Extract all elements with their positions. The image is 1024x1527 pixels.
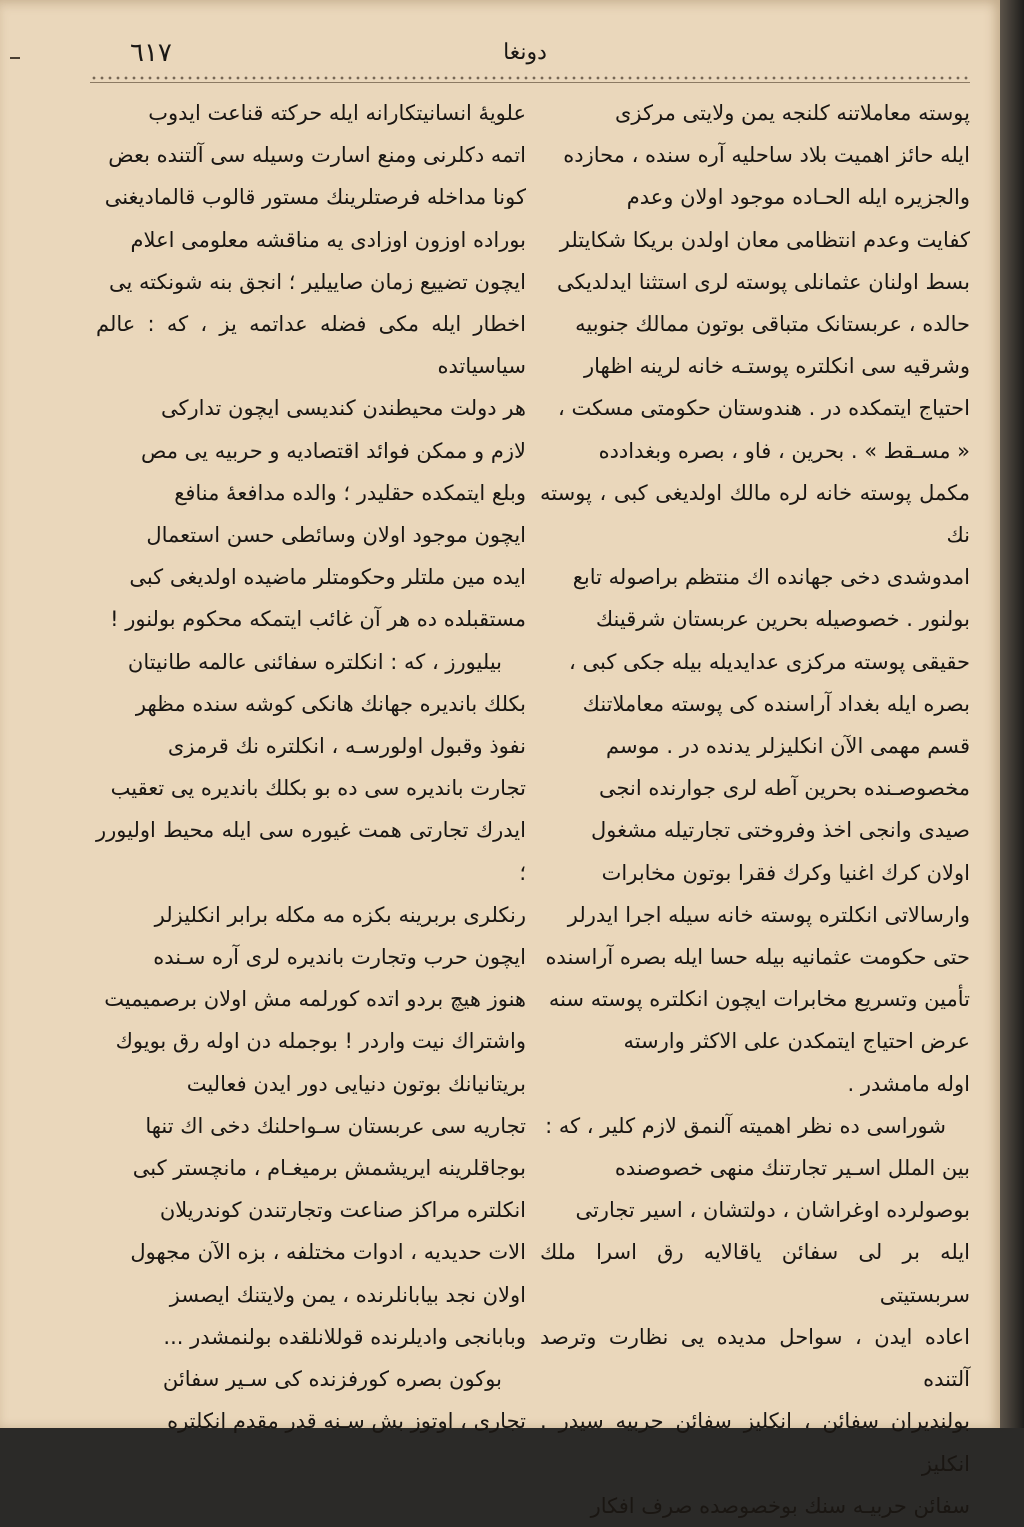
- text-line: علویهٔ انسانیتکارانه ایله حرکته قناعت ایدوب: [148, 101, 526, 125]
- text-line: واشتراك نیت واردر ! بوجمله دن اوله رق بویوك: [115, 1029, 526, 1054]
- left-text-column: [96, 92, 526, 1443]
- text-line: سفائن حربیـه سنك بوخصوصده صرف افکار: [590, 1493, 970, 1518]
- text-line: حتی حکومت عثمانیه بیله حسا ایله بصره آراسنده: [545, 945, 970, 970]
- text-line: ایله حائز اهمیت بلاد ساحلیه آره سنده ، محازده: [563, 143, 970, 168]
- text-line: وارسالاتی انکلتره پوسته خانه سیله اجرا ایدرلر: [567, 902, 970, 927]
- text-line: « مسـقط » . بحرین ، فاو ، بصره وبغدادده: [598, 438, 970, 463]
- text-line: بوجاقلرینه ایریشمش برمیغـام ، مانچستر کبی: [132, 1156, 526, 1181]
- text-line: بریتانیانك بوتون دنیایی دور ایدن فعالیت: [186, 1071, 526, 1096]
- text-line: ایده مین ملتلر وحکومتلر ماضیده اولدیغی کبی: [129, 565, 526, 590]
- text-line: بسط اولنان عثمانلی پوسته لری استثنا ایدلدیکی: [556, 269, 970, 294]
- text-line: اولان کرك اغنیا وکرك فقرا بوتون مخابرات: [601, 860, 970, 885]
- text-line: کونا مداخله فرصتلرینك مستور قالوب قالمادیغنی: [104, 185, 526, 210]
- text-line: بین الملل اسـیر تجارتنك منهی خصوصنده: [614, 1156, 970, 1181]
- text-line-paragraph-start: بوکون بصره کورفزنده کی سـیر سفائن: [162, 1367, 502, 1392]
- text-line: مستقبلده ده هر آن غائب ایتمکه محکوم بولنور !: [110, 607, 526, 632]
- header-ornamental-rule: [90, 74, 970, 82]
- text-line: اولان نجد بیابانلرنده ، یمن ولایتنك ایصسز: [169, 1282, 526, 1307]
- text-line: اعاده ایدن ، سواحل مدیده یی نظارت وترصد آلتنده: [540, 1324, 970, 1392]
- text-line: مکمل پوسته خانه لره مالك اولدیغی کبی ، پوسته نك: [540, 480, 970, 548]
- header-rule-line: [90, 82, 970, 83]
- text-line: رنکلری بربرینه بکزه مه مکله برابر انکلیزلر: [154, 902, 526, 927]
- text-line: تأمین وتسریع مخابرات ایچون انکلتره پوسته سنه: [548, 987, 970, 1012]
- text-line: صیدی وانجی اخذ وفروختی تجارتیله مشغول: [590, 818, 970, 843]
- text-line: تجاری ، اوتوز بش سـنه قدر مقدم انکلتره: [167, 1409, 526, 1434]
- page-header: [80, 34, 970, 74]
- text-line: اتمه دکلرنی ومنع اسارت وسیله سی آلتنده بعض: [108, 143, 526, 168]
- text-line: ایچون حرب وتجارت باندیره لری آره سـنده: [153, 945, 526, 970]
- text-line: احتیاج ایتمکده در . هندوستان حکومتی مسکت ،: [558, 396, 970, 421]
- text-line: بوصولرده اوغراشان ، دولتشان ، اسیر تجارتی: [575, 1198, 970, 1223]
- text-line: اخطار ایله مکی فضله عداتمه یز ، که : عالم سیاسیاتده: [96, 312, 526, 379]
- text-line: حقیقی پوسته مرکزی عدایدیله بیله جکی کبی ،: [569, 649, 970, 674]
- text-line: ایچون موجود اولان وسائطی حسن استعمال: [146, 523, 526, 548]
- text-line-paragraph-start: شوراسی ده نظر اهمیته آلنمق لازم کلیر ، که :: [545, 1113, 946, 1138]
- text-line: تجاریه سی عربستان سـواحلنك دخی اك تنها: [145, 1113, 526, 1138]
- text-line: هنوز هیچ بردو اتده کورلمه مش اولان برصمیمیت: [104, 987, 526, 1012]
- text-line: پوسته معاملاتنه کلنجه یمن ولایتی مرکزی: [615, 101, 970, 125]
- text-line: حالده ، عربستانک متباقی بوتون ممالك جنوبیه: [575, 312, 970, 337]
- running-title: دونغا: [503, 40, 547, 65]
- text-line: کفایت وعدم انتظامی معان اولدن بریکا شکایتلر: [559, 227, 970, 252]
- text-line: مخصوصـنده بحرین آطه لری جوارنده انجی: [598, 776, 970, 801]
- text-line: قسم مهمی الآن انکلیزلر یدنده در . موسم: [606, 734, 970, 759]
- text-line: ایدرك تجارتی همت غیوره سی ایله محیط اولیورر ؛: [96, 818, 526, 885]
- text-line: نفوذ وقبول اولورسـه ، انکلتره نك قرمزی: [167, 734, 526, 759]
- scan-background-edge: [1000, 0, 1024, 1428]
- text-line: والجزیره ایله الحـاده موجود اولان وعدم: [626, 185, 970, 210]
- text-line: الات حدیدیه ، ادوات مختلفه ، بزه الآن مجهول: [130, 1240, 526, 1265]
- text-line: تجارت باندیره سی ده بو بکلك باندیره یی تعقیب: [110, 776, 526, 801]
- text-line: بوراده اوزون اوزادی یه مناقشه معلومی اعلام: [130, 227, 526, 252]
- margin-mark: [10, 57, 20, 59]
- text-line: وبلع ایتمکده حقلیدر ؛ والده مدافعهٔ منافع: [174, 480, 526, 505]
- text-line: وبابانجی وادیلرنده قوللانلقده بولنمشدر ...: [163, 1324, 526, 1349]
- right-text-column: [540, 92, 970, 1527]
- text-line: لازم و ممکن فوائد اقتصادیه و حربیه یی مص: [141, 438, 526, 463]
- text-line: اوله مامشدر .: [847, 1071, 970, 1096]
- text-line: وشرقیه سی انکلتره پوستـه خانه لرینه اظهار: [584, 354, 970, 379]
- text-line: بکلك باندیره جهانك هانکی کوشه سنده مظهر: [135, 691, 526, 716]
- text-line: انکلتره مراکز صناعت وتجارتندن کوندریلان: [159, 1198, 526, 1223]
- text-line-paragraph-start: بیلیورز ، که : انکلتره سفائنی عالمه طانیتان: [127, 649, 502, 674]
- text-line: ایله بر لی سفائن یاقالایه رق اسرا ملك سربستیتی: [540, 1240, 970, 1307]
- text-line: بولنور . خصوصیله بحرین عربستان شرقینك: [595, 607, 970, 632]
- text-line: بصره ایله بغداد آراسنده کی پوسته معاملاتنك: [582, 691, 970, 716]
- page-number: ٦١٧: [130, 38, 172, 68]
- text-line: امدوشدی دخی جهانده اك منتظم براصوله تابع: [572, 565, 970, 590]
- text-line: ایچون تضییع زمان صاییلیر ؛ انجق بنه شونکته یی: [108, 269, 526, 294]
- text-line: عرض احتیاج ایتمکدن علی الاکثر وارسته: [623, 1029, 970, 1054]
- text-line: بولندیران سفائن ، انکلیز سفائن حربیه سیدر . انکلیز: [540, 1409, 970, 1476]
- text-line: هر دولت محیطندن کندیسی ایچون تدارکی: [161, 396, 526, 421]
